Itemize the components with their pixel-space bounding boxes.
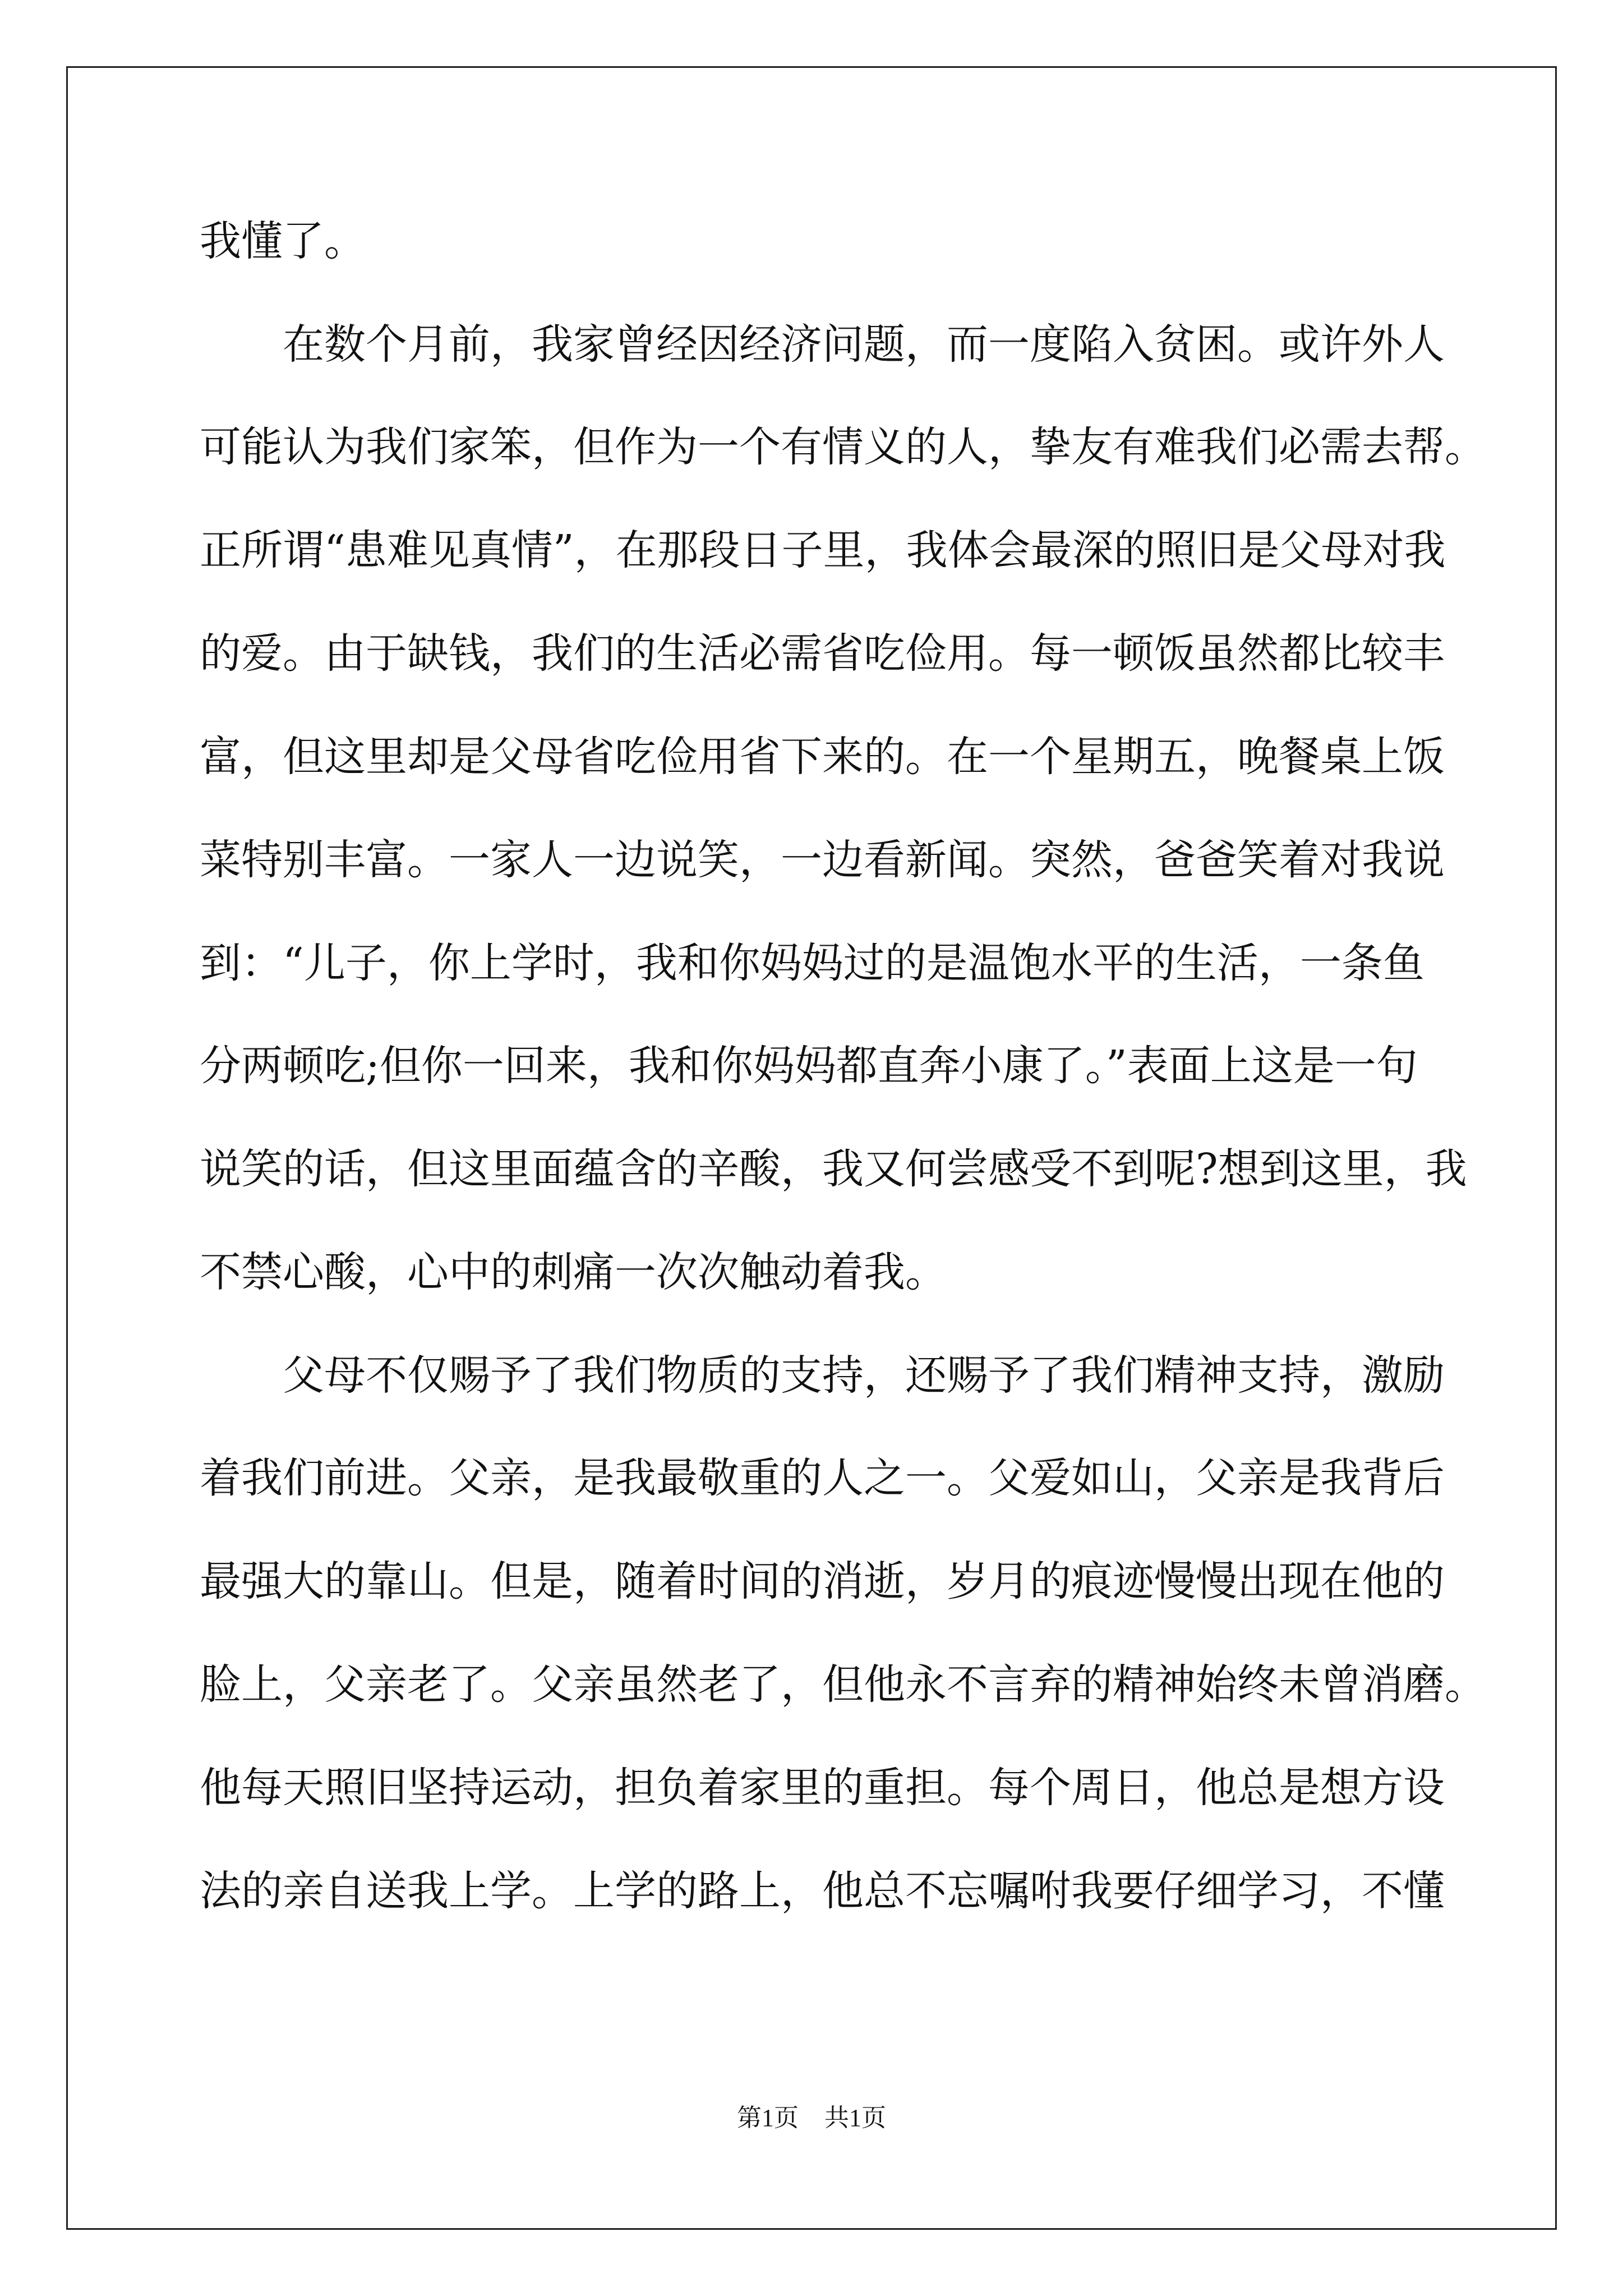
text-line: 到：“儿子，你上学时，我和你妈妈过的是温饱水平的生活，一条鱼 (200, 939, 1424, 987)
text-line: 的爱。由于缺钱，我们的生活必需省吃俭用。每一顿饭虽然都比较丰 (200, 629, 1445, 678)
text-line: 菜特别丰富。一家人一边说笑，一边看新闻。突然，爸爸笑着对我说 (200, 836, 1445, 884)
text-line: 在数个月前，我家曾经因经济问题，而一度陷入贫困。或许外人 (200, 320, 1445, 369)
page-number: 第1页 (737, 2104, 799, 2132)
text-line: 脸上，父亲老了。父亲虽然老了，但他永不言弃的精神始终未曾消磨。 (200, 1660, 1486, 1709)
page-total: 共1页 (824, 2104, 886, 2132)
page-footer (0, 2102, 1623, 2134)
text-line: 着我们前进。父亲，是我最敬重的人之一。父爱如山，父亲是我背后 (200, 1454, 1445, 1502)
text-line: 正所谓“患难见真情”，在那段日子里，我体会最深的照旧是父母对我 (200, 526, 1446, 574)
text-line: 他每天照旧坚持运动，担负着家里的重担。每个周日，他总是想方设 (200, 1764, 1445, 1812)
text-line: 分两顿吃;但你一回来，我和你妈妈都直奔小康了。”表面上这是一句 (200, 1042, 1418, 1090)
text-line: 最强大的靠山。但是，随着时间的消逝，岁月的痕迹慢慢出现在他的 (200, 1557, 1445, 1605)
text-line: 父母不仅赐予了我们物质的支持，还赐予了我们精神支持，激励 (200, 1351, 1445, 1400)
text-line: 不禁心酸，心中的刺痛一次次触动着我。 (200, 1248, 947, 1296)
text-line: 富，但这里却是父母省吃俭用省下来的。在一个星期五，晚餐桌上饭 (200, 733, 1445, 781)
text-line: 我懂了。 (200, 217, 366, 265)
text-line: 可能认为我们家笨，但作为一个有情义的人，挚友有难我们必需去帮。 (200, 423, 1486, 471)
text-line: 说笑的话，但这里面蕴含的辛酸，我又何尝感受不到呢?想到这里，我 (200, 1145, 1467, 1193)
text-line: 法的亲自送我上学。上学的路上，他总不忘嘱咐我要仔细学习，不懂 (200, 1867, 1445, 1915)
